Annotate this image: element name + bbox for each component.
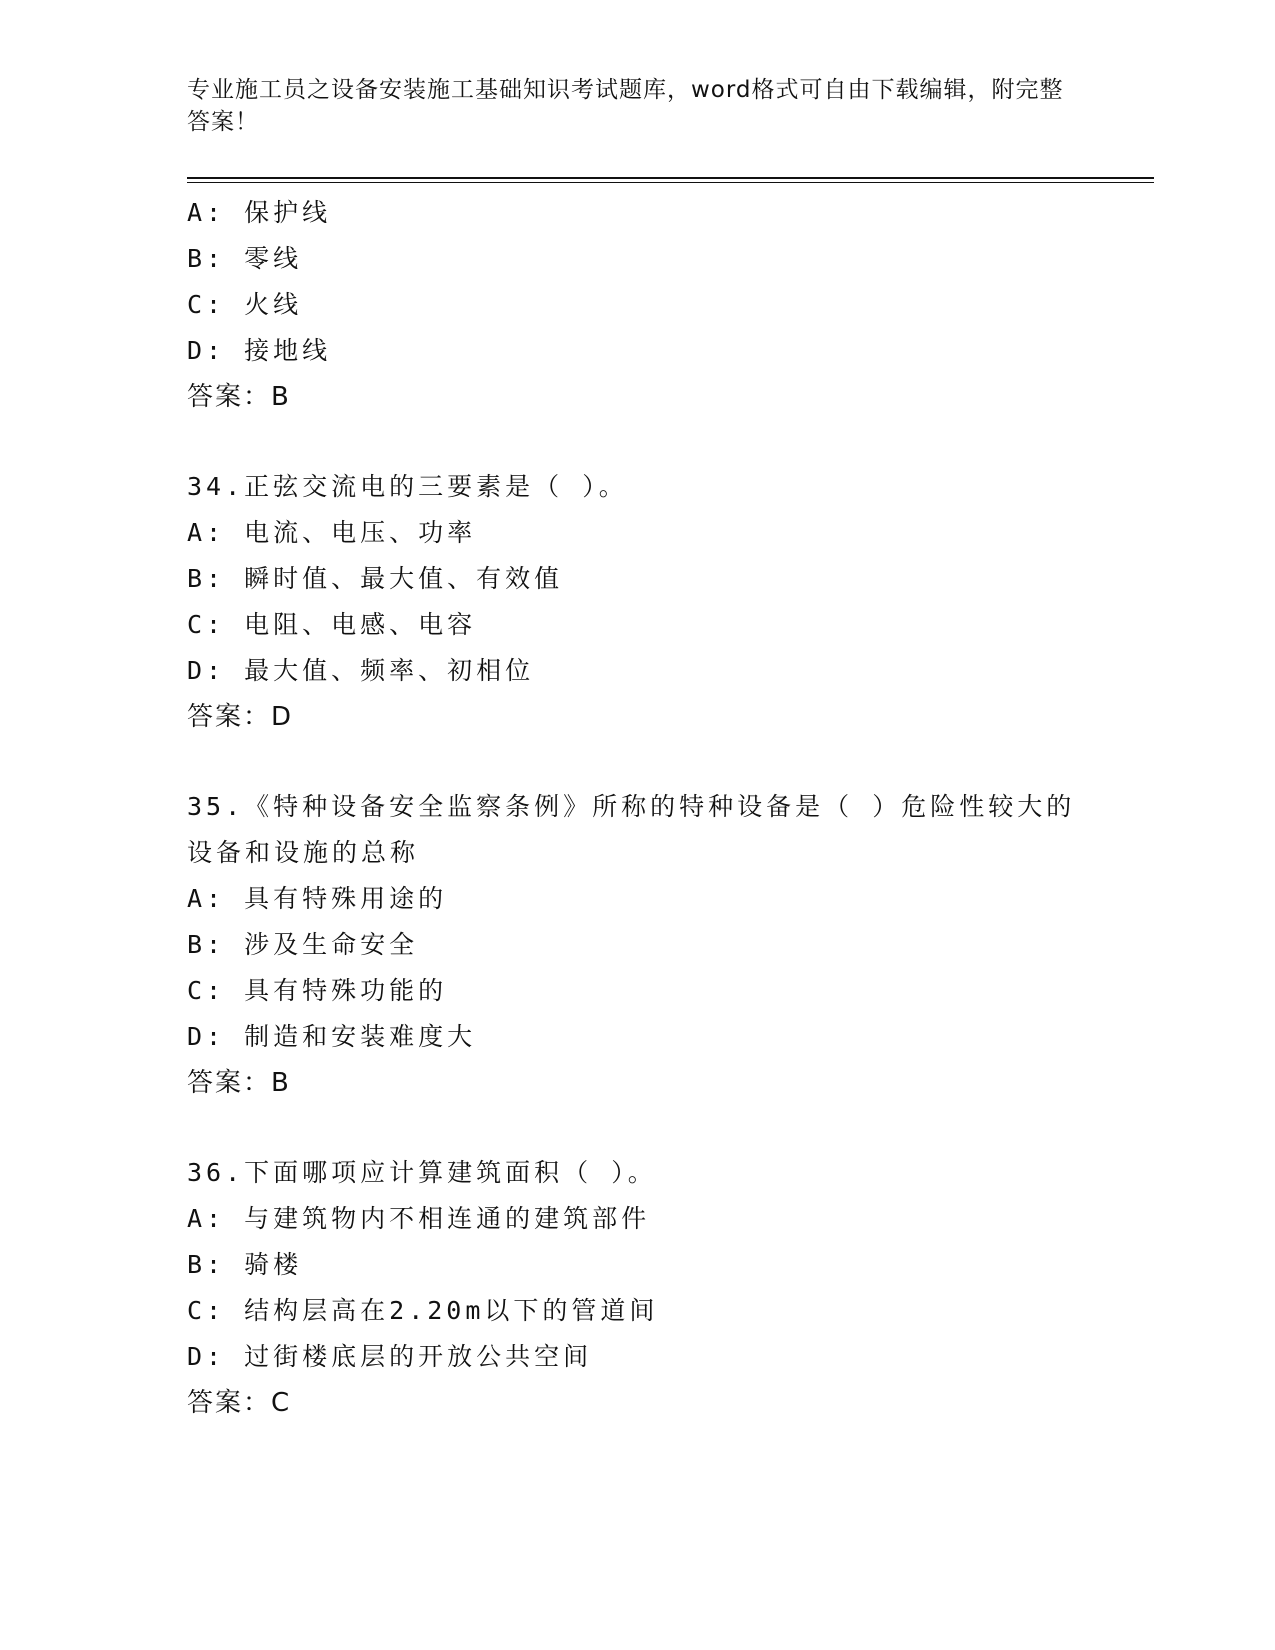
option-c: C: 具有特殊功能的 [187, 976, 448, 1005]
option-b: B: 涉及生命安全 [187, 930, 419, 959]
option-a: A: 具有特殊用途的 [187, 884, 448, 913]
option-a: A: 电流、电压、功率 [187, 518, 477, 547]
question-33 [187, 190, 1087, 420]
header-rule-thin [187, 182, 1154, 183]
option-a: A: 保护线 [187, 198, 332, 227]
answer: 答案：D [187, 702, 294, 732]
question-stem: 36.下面哪项应计算建筑面积（ ）。 [187, 1158, 657, 1187]
document-header: 专业施工员之设备安装施工基础知识考试题库，word格式可自由下载编辑，附完整答案！ [187, 77, 1064, 135]
question-36 [187, 1150, 1087, 1426]
option-d: D: 最大值、频率、初相位 [187, 656, 535, 685]
question-34 [187, 464, 1087, 740]
option-c: C: 火线 [187, 290, 303, 319]
option-c: C: 结构层高在2.20m以下的管道间 [187, 1296, 659, 1325]
option-d: D: 过街楼底层的开放公共空间 [187, 1342, 593, 1371]
answer: 答案：B [187, 1068, 291, 1098]
question-35 [187, 784, 1087, 1106]
option-b: B: 零线 [187, 244, 303, 273]
option-c: C: 电阻、电感、电容 [187, 610, 477, 639]
question-stem: 34.正弦交流电的三要素是（ ）。 [187, 472, 628, 501]
option-b: B: 瞬时值、最大值、有效值 [187, 564, 564, 593]
answer: 答案：C [187, 1388, 292, 1418]
option-d: D: 制造和安装难度大 [187, 1022, 477, 1051]
answer: 答案：B [187, 382, 291, 412]
question-stem-line-2: 设备和设施的总称 [187, 838, 420, 867]
option-b: B: 骑楼 [187, 1250, 303, 1279]
option-d: D: 接地线 [187, 336, 332, 365]
header-rule-thick [187, 177, 1154, 179]
question-list [187, 190, 1087, 1426]
question-stem-line-1: 35.《特种设备安全监察条例》所称的特种设备是（ ）危险性较大的 [187, 792, 1076, 821]
option-a: A: 与建筑物内不相连通的建筑部件 [187, 1204, 651, 1233]
